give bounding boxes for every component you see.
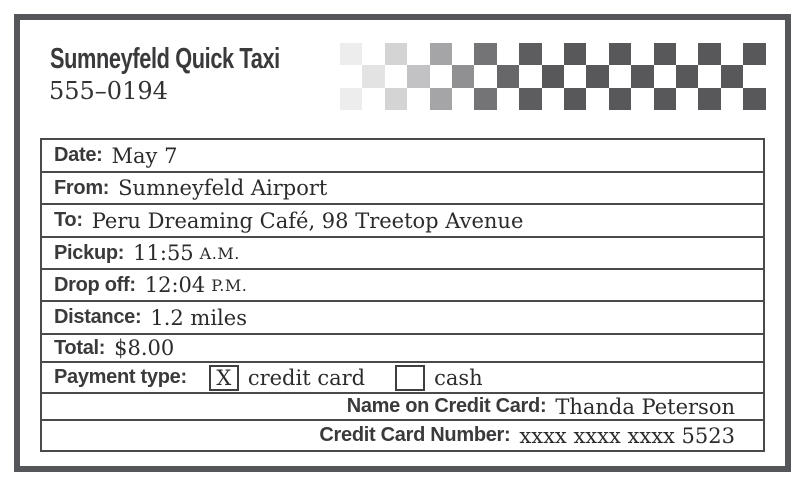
cash-checkbox <box>395 365 425 391</box>
checker-square <box>743 88 765 110</box>
card-name-value: Thanda Peterson <box>555 394 735 419</box>
checker-square <box>519 43 541 65</box>
checker-square <box>452 65 474 87</box>
to-row <box>42 205 763 238</box>
dropoff-meridiem: P.M. <box>211 275 248 295</box>
from-row <box>42 173 763 205</box>
to-value: Peru Dreaming Café, 98 Treetop Avenue <box>91 208 524 233</box>
date-value: May 7 <box>111 143 178 168</box>
card-number-row <box>42 421 763 450</box>
dropoff-row <box>42 270 763 302</box>
payment-type-label: Payment type: <box>54 366 187 388</box>
date-row <box>42 140 763 173</box>
checkerboard-pattern <box>340 43 766 111</box>
checker-square <box>474 88 496 110</box>
distance-label: Distance: <box>54 306 142 328</box>
receipt-card <box>14 14 791 472</box>
pickup-time: 11:55 <box>133 241 194 265</box>
checker-square <box>609 43 631 65</box>
checker-square <box>698 88 720 110</box>
checker-square <box>474 43 496 65</box>
total-row <box>42 335 763 363</box>
pickup-meridiem: A.M. <box>199 243 240 263</box>
card-number-label: Credit Card Number: <box>319 424 511 446</box>
payment-type-row <box>42 363 763 394</box>
card-number-value: xxxx xxxx xxxx 5523 <box>519 423 735 448</box>
credit-card-checkbox <box>209 365 239 391</box>
credit-card-checkbox-mark: X <box>216 365 232 390</box>
card-name-label: Name on Credit Card: <box>346 395 547 417</box>
checker-square <box>385 43 407 65</box>
checker-square <box>654 88 676 110</box>
checker-square <box>542 65 564 87</box>
checker-square <box>385 88 407 110</box>
checker-square <box>609 88 631 110</box>
checker-square <box>586 65 608 87</box>
checker-square <box>430 43 452 65</box>
phone-number: 555–0194 <box>49 77 168 105</box>
checker-square <box>564 88 586 110</box>
checker-square <box>340 43 362 65</box>
receipt-table <box>40 138 765 452</box>
checker-square <box>631 65 653 87</box>
credit-card-option-label: credit card <box>247 365 366 390</box>
checker-square <box>519 88 541 110</box>
checker-square <box>564 43 586 65</box>
company-name: Sumneyfeld Quick Taxi <box>50 43 280 75</box>
checker-square <box>497 65 519 87</box>
checker-square <box>676 65 698 87</box>
distance-value: 1.2 miles <box>150 305 247 330</box>
checker-square <box>721 65 743 87</box>
checker-square <box>362 65 384 87</box>
checker-square <box>407 65 429 87</box>
checker-square <box>698 43 720 65</box>
from-value: Sumneyfeld Airport <box>118 176 328 200</box>
cash-option-label: cash <box>434 365 483 390</box>
checker-square <box>743 43 765 65</box>
to-label: To: <box>54 209 83 231</box>
pickup-label: Pickup: <box>54 241 125 264</box>
checker-square <box>430 88 452 110</box>
total-value: $8.00 <box>114 336 175 360</box>
checker-square <box>654 43 676 65</box>
total-label: Total: <box>54 336 106 359</box>
distance-row <box>42 302 763 335</box>
pickup-row <box>42 238 763 270</box>
checker-square <box>340 88 362 110</box>
date-label: Date: <box>54 144 103 166</box>
dropoff-label: Drop off: <box>54 273 136 296</box>
dropoff-time: 12:04 <box>144 273 206 297</box>
from-label: From: <box>54 176 110 199</box>
card-name-row <box>42 394 763 421</box>
